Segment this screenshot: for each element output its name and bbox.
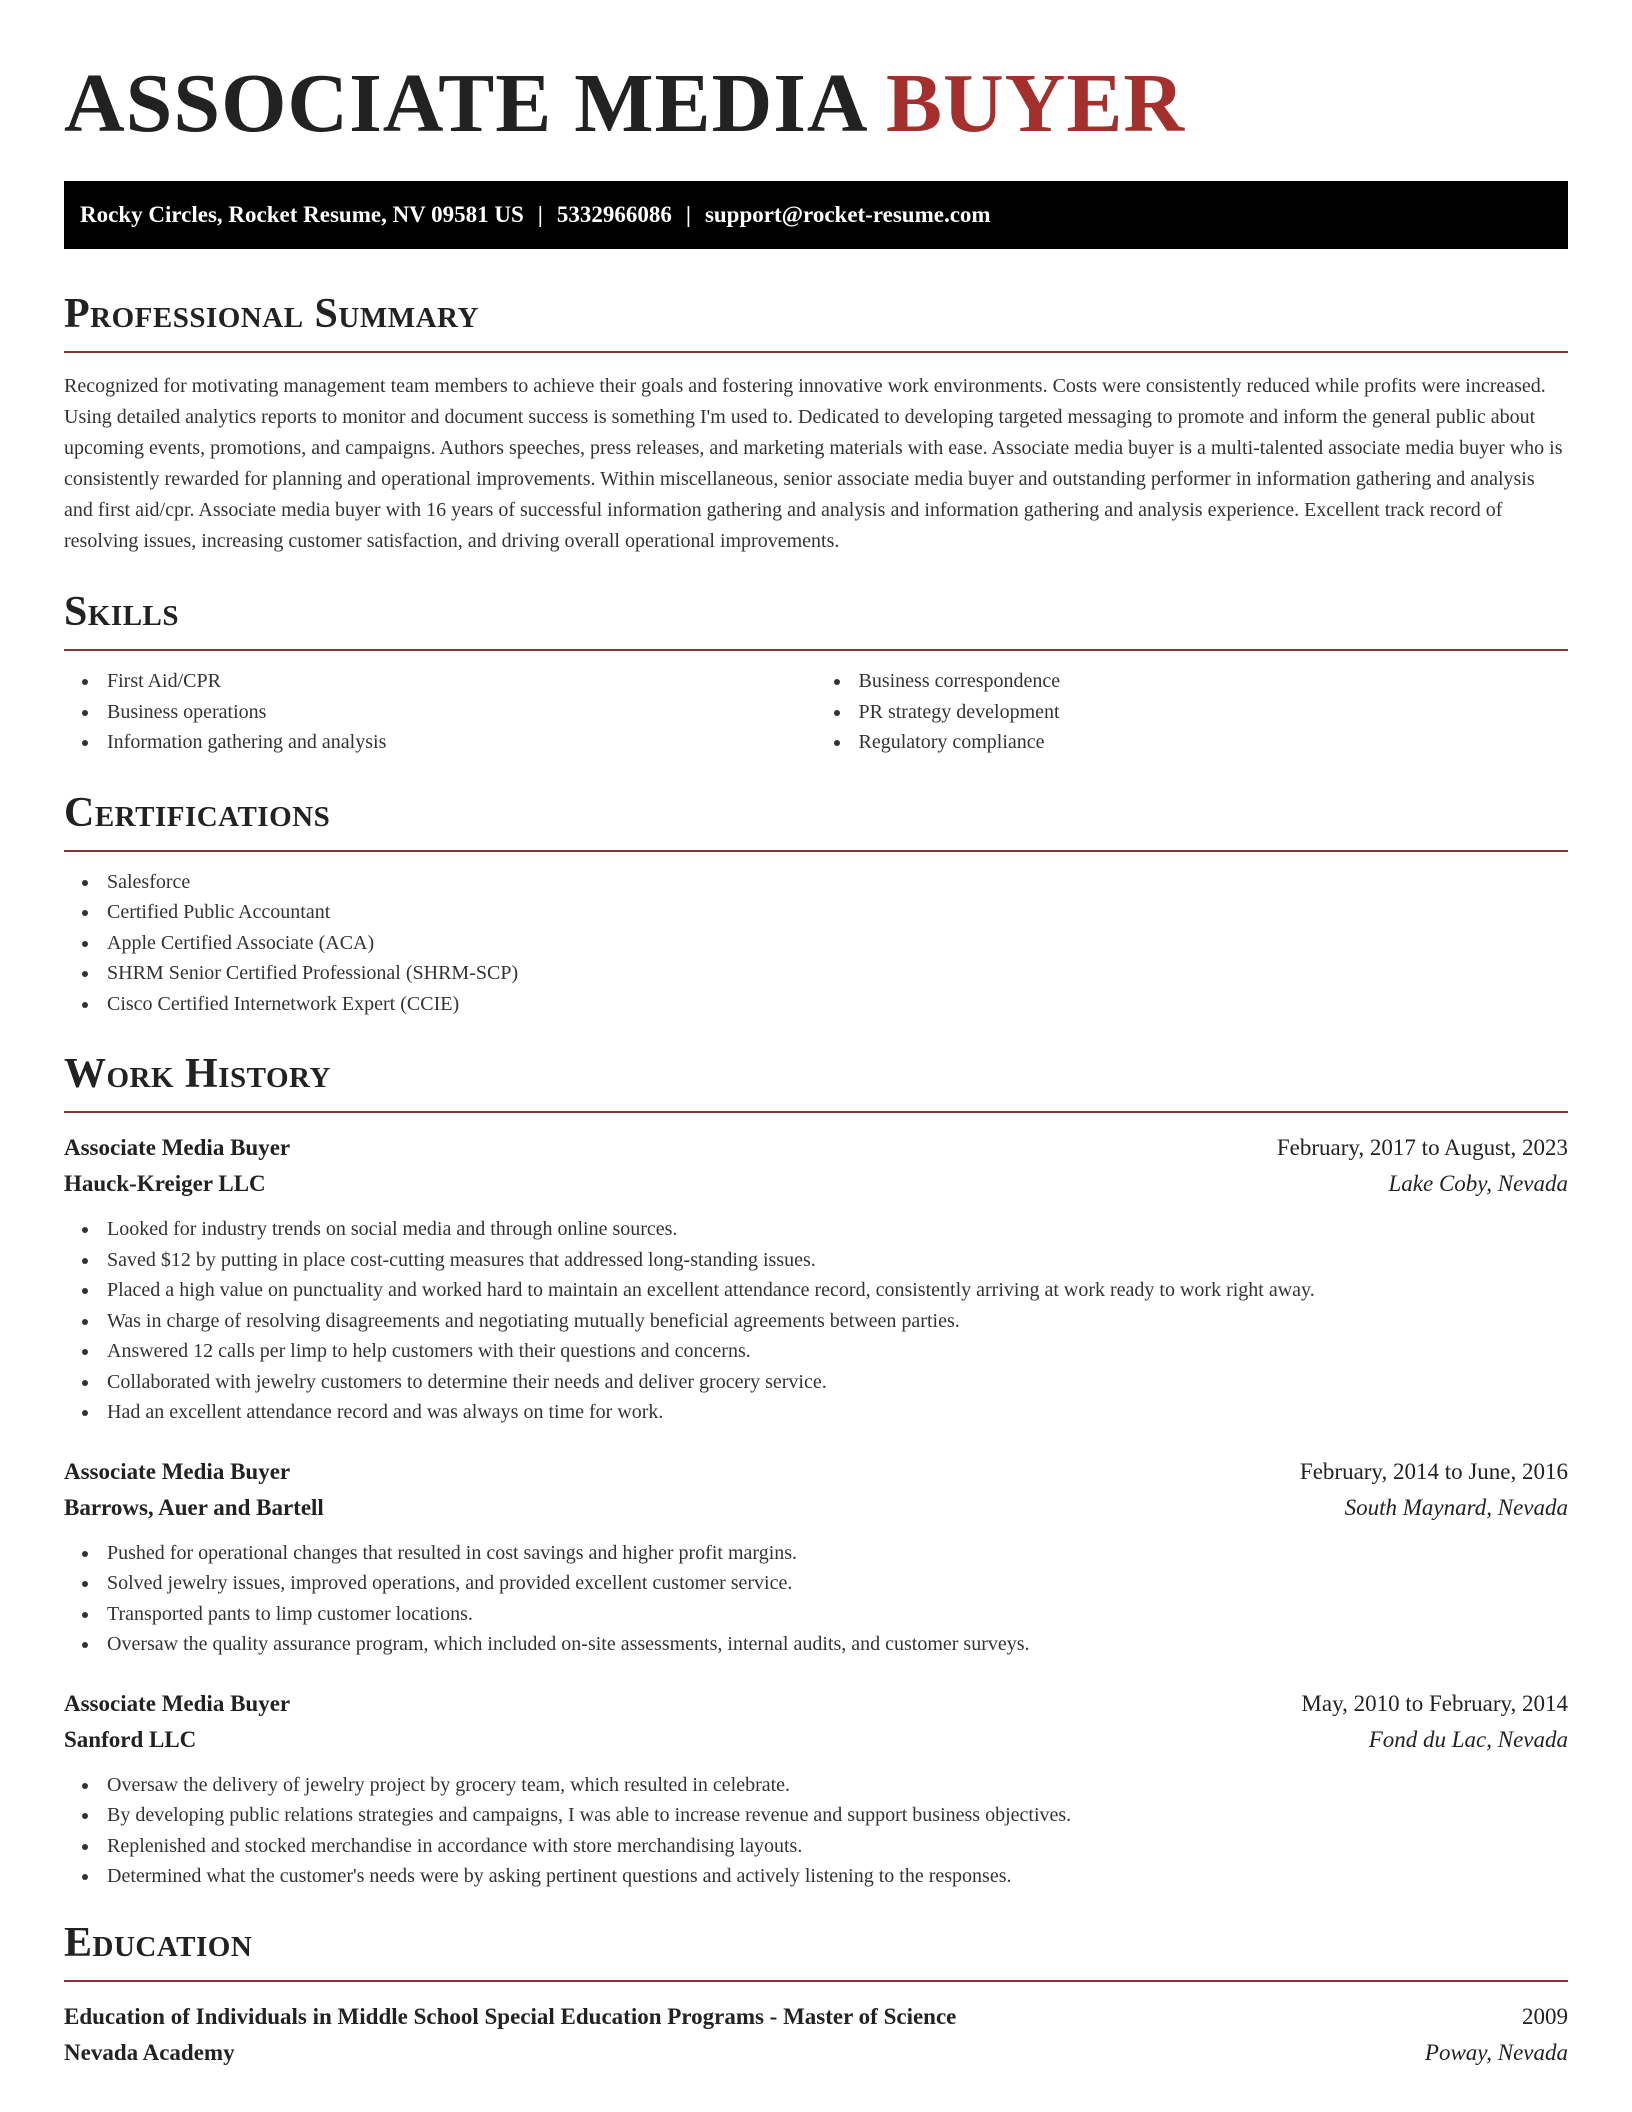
skill-item: Regulatory compliance — [859, 727, 1569, 758]
skills-list-left — [64, 666, 817, 758]
job-bullet: Oversaw the delivery of jewelry project by grocery team, which resulted in celebrate. — [107, 1770, 1568, 1801]
contact-bar — [64, 181, 1568, 249]
section-divider — [64, 351, 1568, 353]
section-divider — [64, 850, 1568, 852]
certification-item: Salesforce — [107, 867, 1568, 898]
job-title: Associate Media Buyer — [64, 1458, 291, 1484]
job-bullet: Replenished and stocked merchandise in accordance with store merchandising layouts. — [107, 1831, 1568, 1862]
education-section — [64, 1918, 1568, 2071]
section-title-certifications: Certifications — [64, 789, 331, 836]
skill-item: First Aid/CPR — [107, 666, 817, 697]
job-subheader — [64, 1166, 1568, 1202]
job-bullet: Oversaw the quality assurance program, which included on-site assessments, internal audits, and customer surveys. — [107, 1629, 1568, 1660]
section-divider — [64, 1111, 1568, 1113]
job-bullets — [64, 1214, 1568, 1428]
job-bullet: Transported pants to limp customer locations. — [107, 1599, 1568, 1630]
job-bullet: Saved $12 by putting in place cost-cutting measures that addressed long-standing issues. — [107, 1245, 1568, 1276]
job-title: Associate Media Buyer — [64, 1690, 291, 1716]
work-history-section — [64, 1049, 1568, 1892]
candidate-name — [64, 0, 1568, 150]
job-title: Associate Media Buyer — [64, 1135, 291, 1160]
skill-item: PR strategy development — [859, 697, 1569, 728]
name-accent: BUYER — [885, 57, 1186, 150]
skills-grid — [64, 666, 1568, 758]
section-title-work-history: Work History — [64, 1051, 331, 1097]
job-bullet: Solved jewelry issues, improved operations, and provided excellent customer service. — [107, 1568, 1568, 1599]
certification-item: SHRM Senior Certified Professional (SHRM-SCP) — [107, 958, 1568, 989]
section-divider — [64, 649, 1568, 651]
name-main: ASSOCIATE MEDIA — [64, 57, 864, 150]
skills-list-right — [817, 666, 1569, 758]
job-bullet: Was in charge of resolving disagreements and negotiating mutually beneficial agreements between parties. — [107, 1306, 1568, 1337]
section-title-summary: Professional Summary — [64, 291, 479, 337]
job-bullet: By developing public relations strategies and campaigns, I was able to increase revenue and support business objectives. — [107, 1800, 1568, 1831]
section-title-education: Education — [64, 1919, 253, 1966]
education-school: Nevada Academy — [64, 2039, 235, 2065]
job-bullets — [64, 1770, 1568, 1892]
job-location: Lake Coby, Nevada — [1388, 1171, 1568, 1196]
summary-section — [64, 289, 1568, 557]
job-bullet: Collaborated with jewelry customers to determine their needs and deliver grocery service. — [107, 1367, 1568, 1398]
certification-item: Certified Public Accountant — [107, 897, 1568, 928]
job-company: Sanford LLC — [64, 1726, 197, 1752]
job-company: Barrows, Auer and Bartell — [64, 1494, 324, 1520]
certification-item: Cisco Certified Internetwork Expert (CCIE) — [107, 989, 1568, 1020]
education-entry — [64, 1999, 1568, 2071]
job-dates: February, 2017 to August, 2023 — [1276, 1135, 1568, 1160]
job-bullet: Answered 12 calls per limp to help customers with their questions and concerns. — [107, 1336, 1568, 1367]
job-bullet: Pushed for operational changes that resulted in cost savings and higher profit margins. — [107, 1538, 1568, 1569]
section-title-skills: Skills — [64, 589, 180, 635]
certifications-list — [64, 867, 1568, 1020]
job-entry — [64, 1130, 1568, 1428]
job-bullets — [64, 1538, 1568, 1660]
contact-phone: 5332966086 — [556, 202, 672, 227]
education-year: 2009 — [1522, 2003, 1568, 2029]
education-header — [64, 1999, 1568, 2035]
contact-separator: | — [685, 202, 691, 227]
job-dates: February, 2014 to June, 2016 — [1299, 1458, 1568, 1484]
contact-separator: | — [537, 202, 543, 227]
skill-item: Business correspondence — [859, 666, 1569, 697]
summary-text: Recognized for motivating management team members to achieve their goals and fostering innovative work environments. Costs were consistently reduced while profits were increased. Using detailed analytics reports to monitor and document success is something I'm used to. Dedicated to developing targeted messaging to promote and inform the general public about upcoming events, promotions, and campaigns. Authors speeches, press releases, and marketing materials with ease. Associate media buyer is a multi-talented associate media buyer who is consistently rewarded for planning and operational improvements. Within miscellaneous, senior associate media buyer and outstanding performer in information gathering and analysis and first aid/cpr. Associate media buyer with 16 years of successful information gathering and analysis and information gathering and analysis experience. Excellent track record of resolving issues, increasing customer satisfaction, and driving overall operational improvements. — [64, 375, 1563, 552]
job-entry — [64, 1454, 1568, 1660]
section-divider — [64, 1980, 1568, 1982]
skill-item: Business operations — [107, 697, 817, 728]
job-bullet: Looked for industry trends on social media and through online sources. — [107, 1214, 1568, 1245]
skill-item: Information gathering and analysis — [107, 727, 817, 758]
education-degree: Education of Individuals in Middle School Special Education Programs - Master of Science — [64, 2003, 957, 2029]
contact-address: Rocky Circles, Rocket Resume, NV 09581 US — [80, 202, 524, 227]
job-location: Fond du Lac, Nevada — [1368, 1726, 1568, 1752]
job-header — [64, 1454, 1568, 1490]
job-header — [64, 1130, 1568, 1166]
job-bullet: Determined what the customer's needs were by asking pertinent questions and actively listening to the responses. — [107, 1861, 1568, 1892]
job-bullet: Had an excellent attendance record and was always on time for work. — [107, 1397, 1568, 1428]
job-subheader — [64, 1722, 1568, 1758]
job-company: Hauck-Kreiger LLC — [64, 1171, 266, 1196]
education-subheader — [64, 2035, 1568, 2071]
certification-item: Apple Certified Associate (ACA) — [107, 928, 1568, 959]
skills-section — [64, 587, 1568, 758]
job-dates: May, 2010 to February, 2014 — [1301, 1690, 1568, 1716]
job-entry — [64, 1686, 1568, 1892]
contact-email: support@rocket-resume.com — [704, 202, 991, 227]
job-location: South Maynard, Nevada — [1344, 1494, 1568, 1520]
certifications-section — [64, 788, 1568, 1020]
job-subheader — [64, 1490, 1568, 1526]
job-header — [64, 1686, 1568, 1722]
education-location: Poway, Nevada — [1424, 2039, 1568, 2065]
job-bullet: Placed a high value on punctuality and worked hard to maintain an excellent attendance record, consistently arriving at work ready to work right away. — [107, 1275, 1568, 1306]
